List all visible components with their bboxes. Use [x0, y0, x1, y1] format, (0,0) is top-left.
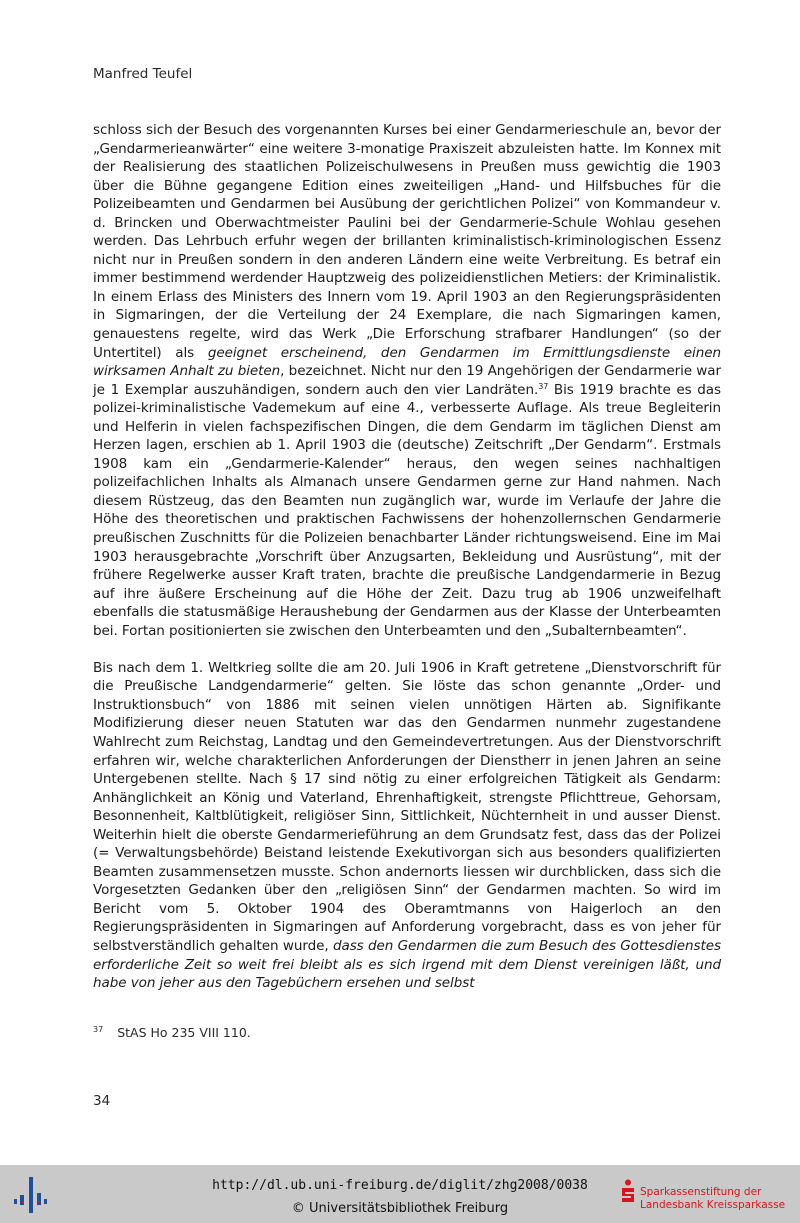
text-segment: Bis nach dem 1. Weltkrieg sollte die am 20. Juli 1906 in Kraft getretene „Dienstvorschrift für die Preußische Landgendarmerie“ gelten. Sie löste das schon genannte „Order- und Instruktionsbuch“ von 1886 mit seinen vielen unnötigen Härten ab. Signifikante Modifizierung dieser neuen Statuten war das den Gendarmen nunmehr zugestandene Wahlrecht zum Reichstag, Landtag und den Gemeindevertretungen. Aus der Dienstvorschrift erfahren wir, welche charakterlichen Anforderungen der Dienstherr in jenen Jahren an seine Untergebenen stellte. Nach § 17 sind nötig zu einer erfolgreichen Tätigkeit als Gendarm: Anhänglichkeit an König und Vaterland, Ehrenhaftigkeit, strengste Pflichttreue, Gehorsam, Besonnenheit, Kaltblütigkeit, religiöser Sinn, Sittlichkeit, Nüchternheit in und ausser Dienst. Weiterhin hielt die oberste Gendarmerieführung an dem Grundsatz fest, dass das der Polizei (= Verwaltungsbehörde) Beistand leistende Exekutivorgan sich aus besonders qualifizierten Beamten zusammensetzen musste. Schon andernorts liessen wir durchblicken, dass sich die Vorgesetzten Gedanken über den „religiösen Sinn“ der Gendarmen machten. So wird im Bericht vom 5. Oktober 1904 des Oberamtmanns von Haigerloch an den Regierungspräsidenten in Sigmaringen auf Anforderung vorgebracht, dass es von jeher für selbstverständlich gehalten wurde, — [93, 659, 721, 955]
footer-bar — [0, 1165, 800, 1223]
quoted-italic-text: geeignet erscheinend, den Gendarmen im Ermittlungsdienste einen wirksamen Anhalt zu bieten — [93, 344, 721, 380]
sponsor-logo — [620, 1178, 798, 1218]
quoted-italic-text: dass den Gendarmen die zum Besuch des Gottesdienstes erforderliche Zeit so weit frei bleibt als es sich irgend mit dem Dienst vereinigen läßt, und habe von jeher aus den Tagebüchern ersehen und selbst — [93, 938, 721, 992]
footnote-number: 37 — [93, 1025, 104, 1034]
text-segment: schloss sich der Besuch des vorgenannten Kurses bei einer Gendarmerieschule an, bevor der „Gendarmerieanwärter“ eine weitere 3-monatige Praxiszeit abzuleisten hatte. Im Konnex mit der Realisierung des staatlichen Polizeischulwesens in Preußen muss gewichtig die 1903 über die Bühne gegangene Edition eines zweiteiligen „Hand- und Hilfsbuches für die Polizeibeamten und Gendarmen bei Ausübung der gerichtlichen Polizei“ von Kommandeur v. d. Brincken und Oberwachtmeister Paulini bei der Gendarmerie-Schule Wohlau gesehen werden. Das Lehrbuch erfuhr wegen der brillanten kriminalistisch-kriminologischen Essenz nicht nur in Preußen sondern in den anderen Ländern eine weite Verbreitung. Es betraf ein immer bestimmend werdender Hauptzweig des polizeidienstlichen Metiers: der Kriminalistik. In einem Erlass des Ministers des Innern vom 19. April 1903 an den Regierungspräsidenten in Sigmaringen, der die Verteilung der 24 Exemplare, die nach Sigmaringen kamen, genauestens regelte, wird das Werk „Die Erforschung strafbarer Handlungen“ (so der Untertitel) als — [93, 122, 721, 361]
footnote-reference: 37 — [538, 381, 549, 391]
footer-copyright: © Universitätsbibliothek Freiburg — [291, 1201, 509, 1216]
text-segment: Bis 1919 brachte es das polizei-kriminalistische Vademekum auf eine 4., verbesserte Auflage. Als treue Begleiterin und Helferin in vielen fachspezifischen Dingen, die dem Gendarm im täglichen Dienst am Herzen lagen, erschien ab 1. April 1903 die (deutsche) Zeitschrift „Der Gendarm“. Erstmals 1908 kam ein „Gendarmerie-Kalender“ heraus, den wegen seines nachhaltigen polizeifachlichen Inhalts als Almanach unsere Gendarmen gerne zur Hand nahmen. Nach diesem Rüstzeug, das den Beamten nun zugänglich war, wurde im Verlaufe der Jahre die Höhe des theoretischen und praktischen Fachwissens der hohenzollernschen Gendarmerie preußischen Zuschnitts für die Polizeien benachbarter Länder richtungsweisend. Eine im Mai 1903 herausgebrachte „Vorschrift über Anzugsarten, Bekleidung und Ausrüstung“, mit der frühere Regelwerke ausser Kraft traten, brachte die preußische Landgendarmerie in Bezug auf ihre äußere Erscheinung auf die Höhe der Zeit. Dazu trug ab 1906 unzweifelhaft ebenfalls die statusmäßige Heraushebung der Gendarmen aus der Klasse der Unterbeamten bei. Fortan positionierten sie zwischen den Unterbeamten und den „Subalternbeamten“. — [93, 381, 721, 639]
footer-url-link[interactable]: http://dl.ub.uni-freiburg.de/diglit/zhg2008/0038 — [212, 1178, 588, 1193]
paragraph-1 — [93, 121, 721, 640]
sponsor-line-1: Sparkassenstiftung der — [640, 1186, 762, 1198]
paragraph-2 — [93, 659, 721, 993]
footnote — [93, 1025, 251, 1040]
sponsor-text — [640, 1186, 785, 1212]
sparkasse-s-icon — [620, 1179, 636, 1203]
running-head: Manfred Teufel — [93, 66, 193, 82]
page-number: 34 — [93, 1093, 111, 1109]
footnote-text: StAS Ho 235 VIII 110. — [117, 1025, 251, 1040]
text-segment: , bezeichnet. Nicht nur den 19 Angehörigen der Gendarmerie war je 1 Exemplar auszuhändigen, sondern auch den vier Landräten. — [93, 363, 722, 398]
body-text — [93, 121, 721, 993]
sponsor-line-2: Landesbank Kreissparkasse — [640, 1199, 786, 1211]
